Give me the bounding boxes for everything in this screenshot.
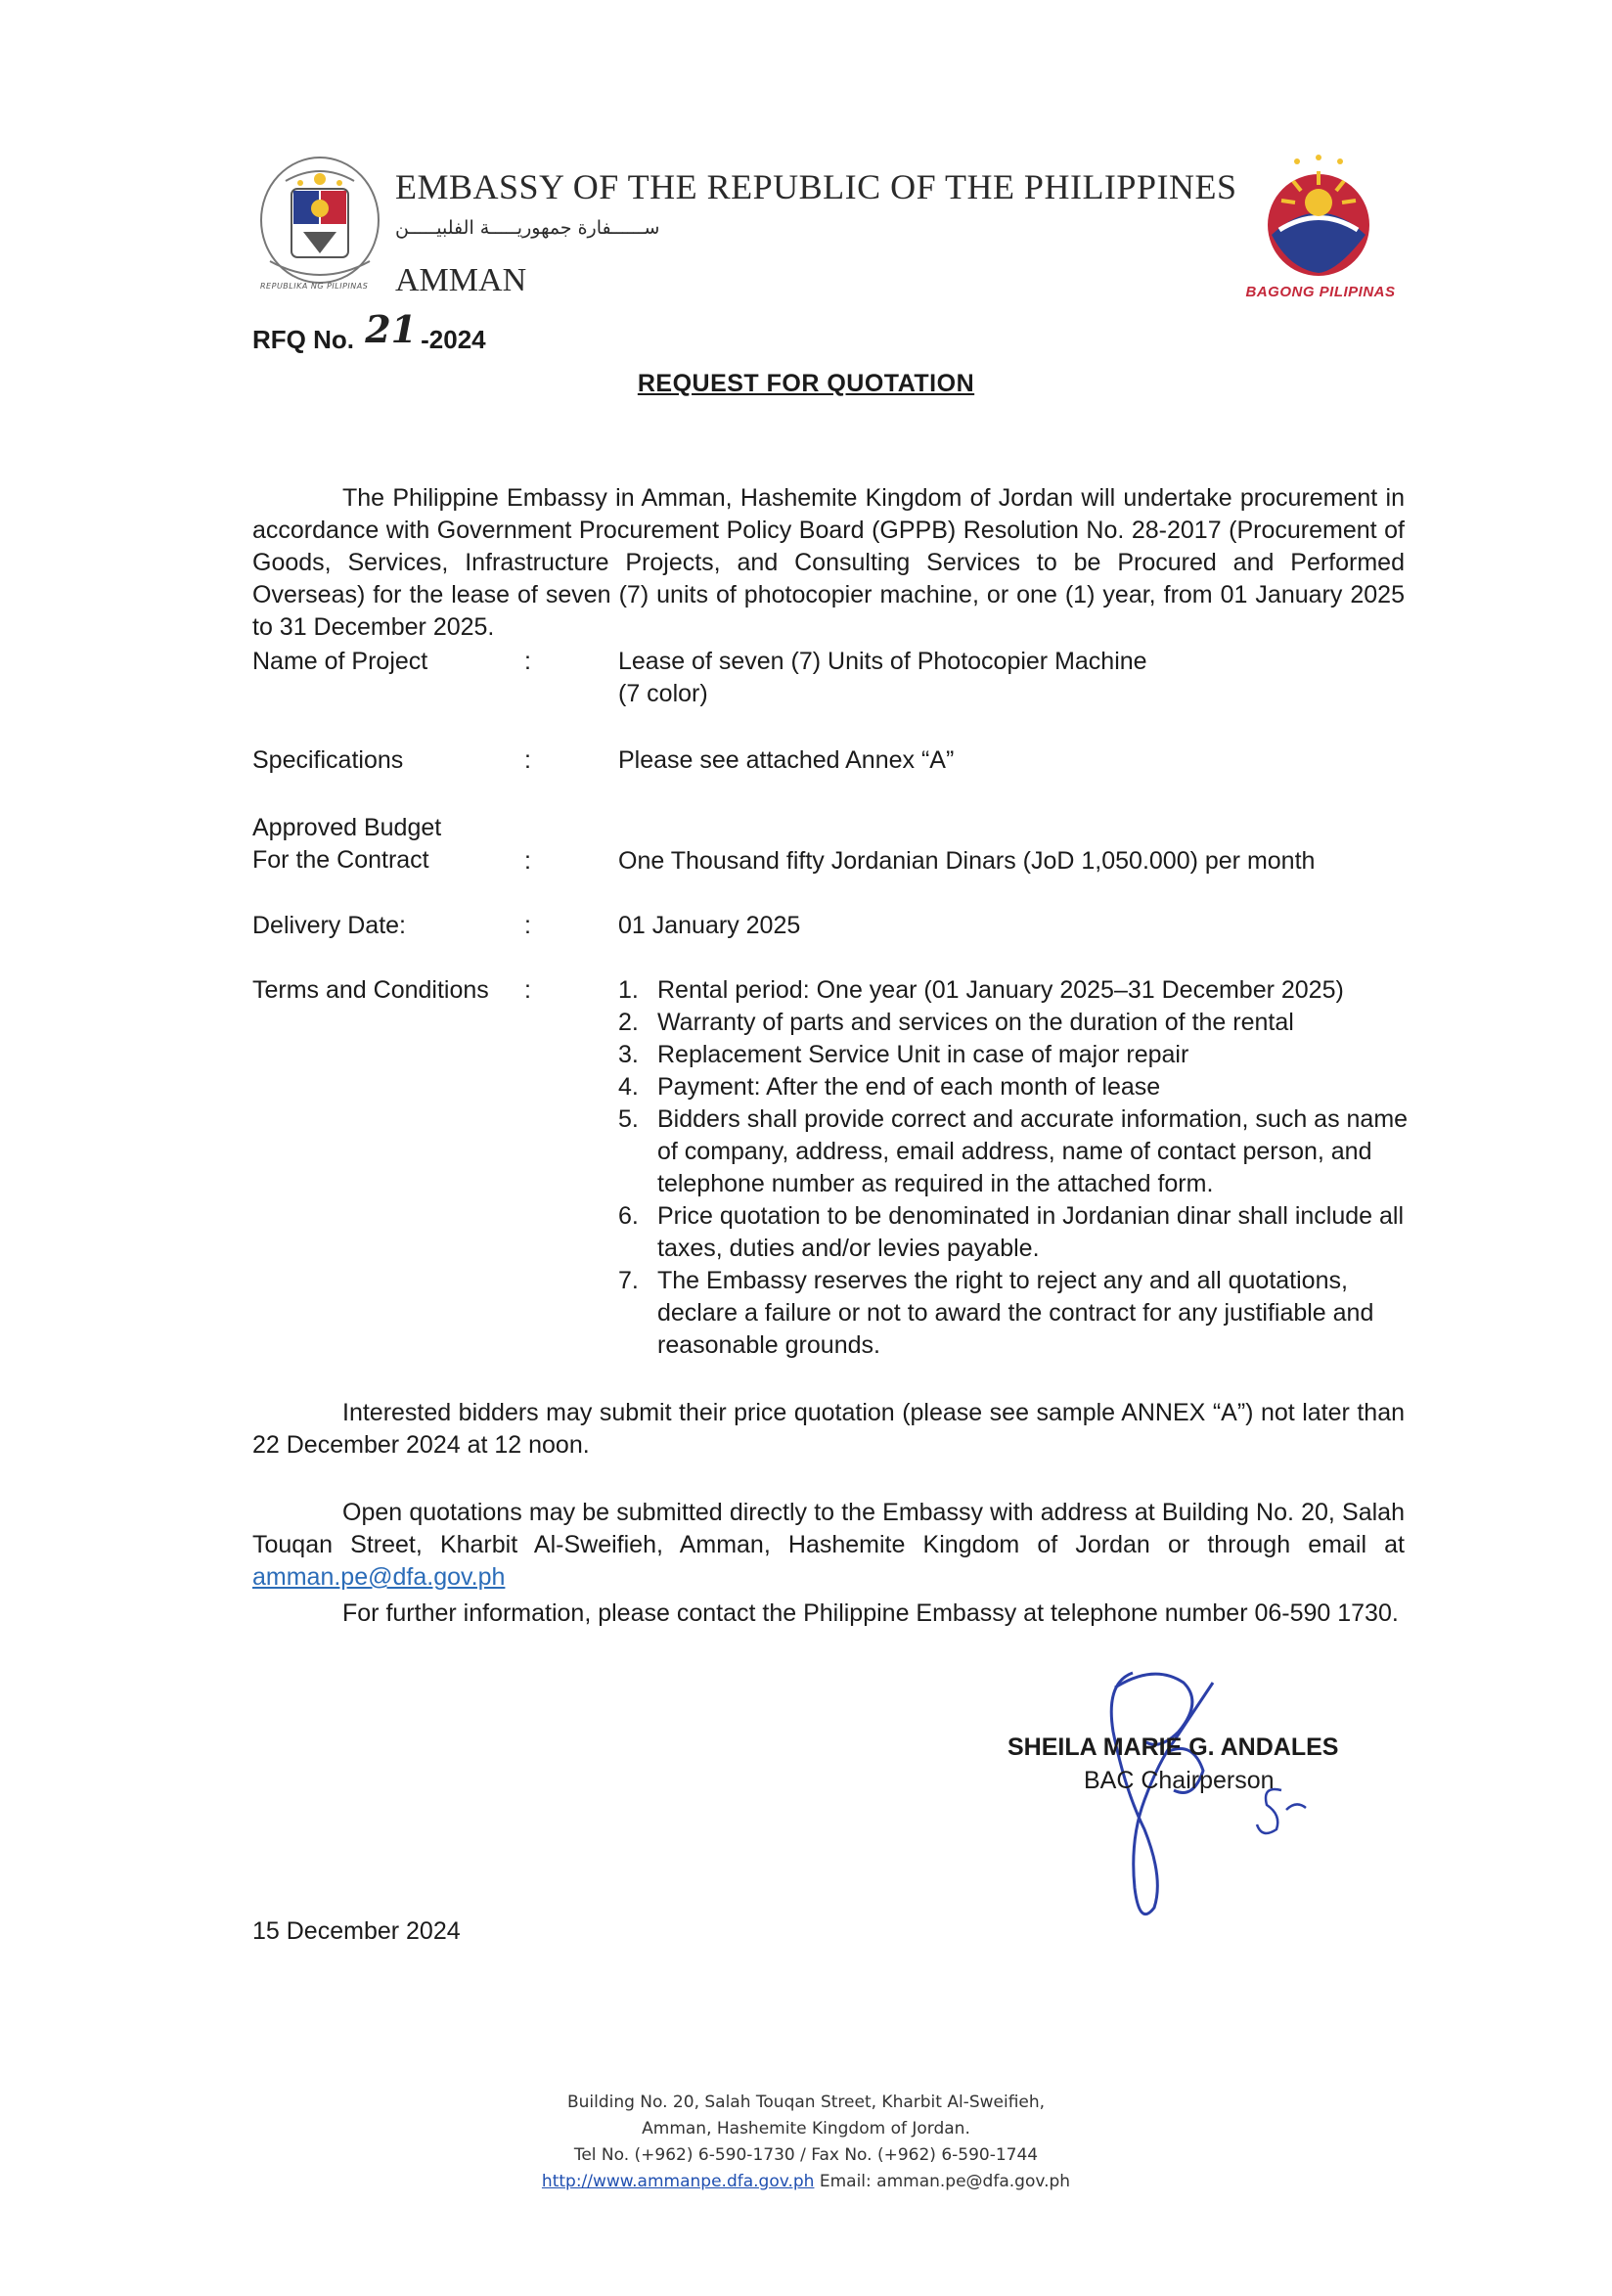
- delivery-label: Delivery Date:: [252, 912, 406, 939]
- bagong-pilipinas-text: BAGONG PILIPINAS: [1245, 284, 1396, 300]
- budget-label: [252, 812, 441, 877]
- signatory-role: BAC Chairperson: [1084, 1767, 1275, 1794]
- specs-value: Please see attached Annex “A”: [618, 746, 955, 774]
- term-item: 2. Warranty of parts and services on the duration of the rental: [618, 1009, 1294, 1036]
- rfq-number: [252, 307, 486, 357]
- specs-colon: :: [524, 746, 531, 774]
- further-info-paragraph: [252, 1598, 1405, 1630]
- footer-address-line1: Building No. 20, Salah Touqan Street, Kharbit Al-Sweifieh,: [566, 2093, 1046, 2112]
- submission-text: Interested bidders may submit their price quotation (please see sample ANNEX “A”) not later than 22 December 2024 at 12 noon.: [252, 1399, 1405, 1459]
- open-quotations-text: Open quotations may be submitted directly to the Embassy with address at Building No. 20, Salah Touqan Street, Kharbit Al-Sweifieh, Amman, Hashemite Kingdom of Jordan or through email at: [252, 1499, 1405, 1558]
- rfq-suffix: -2024: [421, 325, 486, 354]
- term-item: 7. The Embassy reserves the right to reject any and all quotations, declare a failure or not to award the contract for any justifiable and reasonable grounds.: [618, 1267, 1374, 1359]
- embassy-seal-icon: [256, 152, 383, 289]
- submission-paragraph: [252, 1397, 1405, 1462]
- intro-paragraph: [252, 482, 1405, 644]
- footer-email-label: Email:: [819, 2172, 872, 2191]
- delivery-colon: :: [524, 912, 531, 939]
- rfq-handwritten-number: 21: [365, 307, 418, 351]
- seal-text: REPUBLIKA NG PILIPINAS: [260, 282, 369, 291]
- budget-colon: :: [524, 847, 531, 875]
- footer-phone-line: Tel No. (+962) 6-590-1730 / Fax No. (+962) 6-590-1744: [573, 2145, 1039, 2165]
- document-title: REQUEST FOR QUOTATION: [637, 370, 975, 397]
- terms-list: [618, 974, 1410, 1362]
- further-info-text: For further information, please contact the Philippine Embassy at telephone number 06-590 1730.: [342, 1599, 1399, 1627]
- footer-address-line2: Amman, Hashemite Kingdom of Jordan.: [642, 2119, 970, 2138]
- term-item: 6. Price quotation to be denominated in Jordanian dinar shall include all taxes, duties and/or levies payable.: [618, 1202, 1405, 1262]
- project-value-line2: (7 color): [618, 680, 708, 707]
- terms-colon: :: [524, 976, 531, 1004]
- budget-label-line1: Approved Budget: [252, 814, 442, 841]
- bagong-pilipinas-logo-icon: [1250, 152, 1387, 279]
- term-item: 1. Rental period: One year (01 January 2025–31 December 2025): [618, 976, 1344, 1004]
- embassy-title-arabic: ســــــفارة جمهوريـــــة الفلبيـــــن: [395, 217, 660, 239]
- term-item: 3. Replacement Service Unit in case of major repair: [618, 1041, 1189, 1068]
- delivery-value: 01 January 2025: [618, 912, 801, 939]
- budget-label-line2: For the Contract: [252, 846, 429, 874]
- open-quotations-paragraph: [252, 1497, 1405, 1594]
- project-value: [618, 646, 1410, 710]
- embassy-city: AMMAN: [395, 262, 527, 298]
- signatory-name: SHEILA MARIE G. ANDALES: [1008, 1733, 1339, 1761]
- embassy-email-link[interactable]: amman.pe@dfa.gov.ph: [252, 1563, 506, 1591]
- term-item: 5. Bidders shall provide correct and accurate information, such as name of company, address, email address, name of contact person, and telephone number as required in the attached form.: [618, 1105, 1409, 1197]
- embassy-title: EMBASSY OF THE REPUBLIC OF THE PHILIPPINES: [395, 167, 1237, 206]
- document-date: 15 December 2024: [252, 1917, 461, 1945]
- footer-website-link[interactable]: http://www.ammanpe.dfa.gov.ph: [541, 2172, 815, 2191]
- terms-label: Terms and Conditions: [252, 976, 489, 1004]
- rfq-prefix: RFQ No.: [252, 325, 354, 354]
- footer-links-line: [0, 2169, 1612, 2195]
- project-label: Name of Project: [252, 648, 428, 675]
- specs-label: Specifications: [252, 746, 404, 774]
- project-colon: :: [524, 648, 531, 675]
- term-item: 4. Payment: After the end of each month of lease: [618, 1073, 1161, 1101]
- budget-value: One Thousand fifty Jordanian Dinars (JoD 1,050.000) per month: [618, 847, 1316, 875]
- intro-text: The Philippine Embassy in Amman, Hashemite Kingdom of Jordan will undertake procurement in accordance with Government Procurement Policy Board (GPPB) Resolution No. 28-2017 (Procurement of Goods, Services, Infrastructure Projects, and Consulting Services to be Procured and Performed Overseas) for the lease of seven (7) units of photocopier machine, or one (1) year, from 01 January 2025 to 31 December 2025.: [252, 484, 1405, 641]
- project-value-line1: Lease of seven (7) Units of Photocopier Machine: [618, 648, 1147, 675]
- footer-email: amman.pe@dfa.gov.ph: [876, 2172, 1071, 2191]
